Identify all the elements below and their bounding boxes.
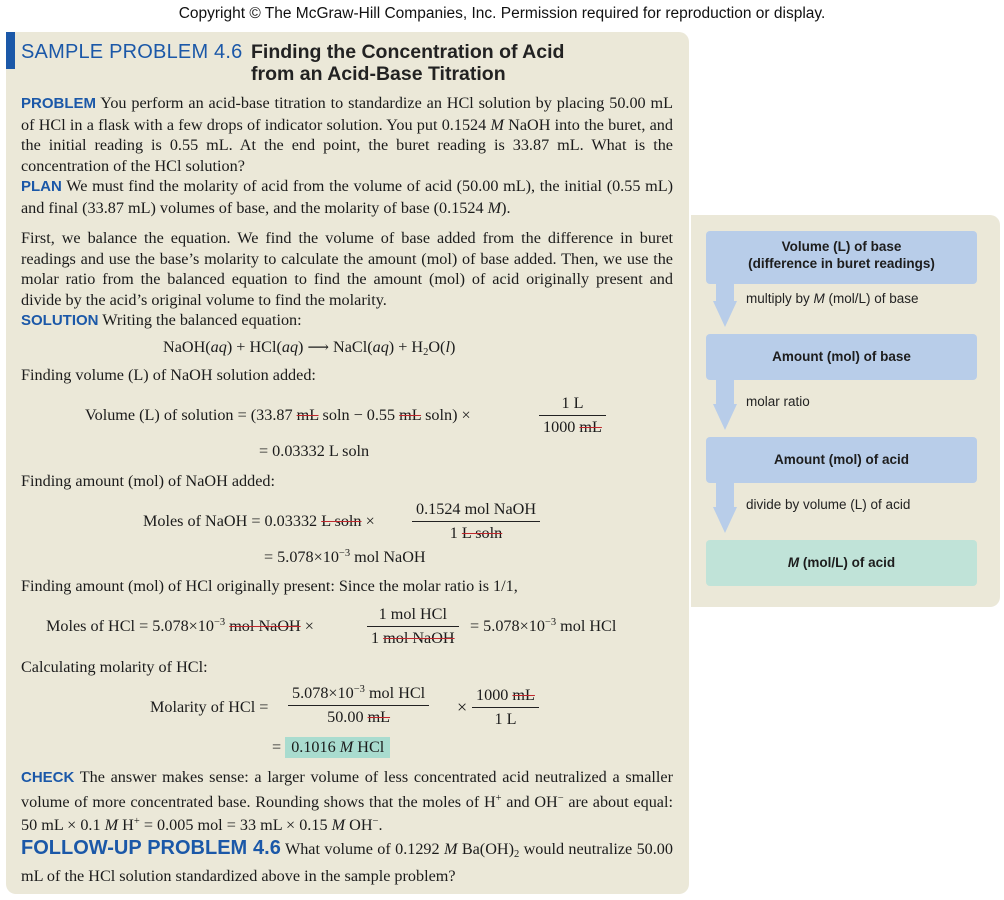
moles-naoh-result: = $5.078\times 10^{-3}$ mol NaOH: [264, 548, 426, 566]
solution-intro: Writing the balanced equation:: [102, 311, 302, 329]
problem-text: You perform an acid-base titration to standardize an HCl solution by placing 50.00 mL of HCl in a flask with a few drops of indicator solution. You put 0.1524 M NaOH into the buret, and the initial reading is 0.55 mL. At the end point, the buret reading is 33.87 mL. What is the concentration of the HCl solution?: [21, 94, 673, 175]
naoh-molarity-fraction: 0.1524 mol NaOH 1 L soln: [412, 500, 540, 543]
molar-ratio-fraction: 1 mol HCl 1 mol NaOH: [367, 605, 459, 648]
moles-hcl-result: = $5.078\times 10^{-3}$ mol HCl: [470, 617, 617, 635]
moles-naoh-equation-left: Moles of NaOH = 0.03332 L soln ×: [143, 512, 375, 530]
flow-box-volume-base-line1: Volume (L) of base: [781, 239, 902, 254]
title-line-2: from an Acid-Base Titration: [251, 63, 506, 85]
flow-box-amount-acid: Amount (mol) of acid: [706, 437, 977, 483]
header-accent-bar: [6, 32, 15, 69]
plan-label: PLAN: [21, 178, 62, 195]
down-arrow-icon: [713, 483, 737, 533]
flow-box-volume-base: [706, 231, 977, 284]
multiply-sign: ×: [457, 697, 468, 717]
flow-step-1: multiply by M (mol/L) of base: [746, 291, 919, 306]
check-label: CHECK: [21, 769, 75, 786]
check-paragraph: [21, 767, 673, 836]
step-moles-hcl-intro: Finding amount (mol) of HCl originally present: Since the molar ratio is 1/1,: [21, 577, 518, 595]
volume-conversion-fraction: $\frac{1 L}{1000 mL}$: [539, 394, 606, 437]
down-arrow-icon: [713, 277, 737, 327]
followup-label: FOLLOW-UP PROBLEM 4.6: [21, 837, 281, 859]
flow-box-molarity-acid: M (mol/L) of acid: [706, 540, 977, 586]
step-moles-naoh-intro: Finding amount (mol) of NaOH added:: [21, 472, 276, 490]
plan-text: We must find the molarity of acid from the volume of acid (50.00 mL), the initial (0.55 mL) and final (33.87 mL) volumes of base, and the molarity of base (0.1524 M).: [21, 177, 673, 217]
problem-label: PROBLEM: [21, 95, 96, 112]
flow-step-2: molar ratio: [746, 394, 810, 409]
plan-paragraph: [21, 176, 673, 218]
followup-paragraph: [21, 838, 673, 886]
copyright-notice: Copyright © The McGraw-Hill Companies, Inc. Permission required for reproduction or display.: [178, 5, 826, 22]
volume-result: = 0.03332 L soln: [259, 442, 370, 460]
molarity-result: = 0.1016 M HCl: [272, 738, 390, 757]
flow-step-3: divide by volume (L) of acid: [746, 497, 911, 512]
flow-box-volume-base-line2: (difference in buret readings): [748, 256, 935, 271]
molarity-equation-left: Molarity of HCl =: [150, 698, 269, 716]
plan-paragraph-2: First, we balance the equation. We find the volume of base added from the difference in buret readings and use the base’s molarity to calculate the amount (mol) of base added. Then, we use the molar ratio from the balanced equation to find the amount (mol) of acid originally present and divide by the acid’s original volume to find the molarity.: [21, 229, 673, 309]
step-volume-intro: Finding volume (L) of NaOH solution added:: [21, 366, 316, 384]
step-molarity-intro: Calculating molarity of HCl:: [21, 658, 208, 676]
answer-value: 0.1016 M HCl: [291, 738, 385, 756]
ml-to-l-fraction: $\frac{1000 mL}{1 L}$: [472, 686, 539, 729]
flow-box-amount-base: Amount (mol) of base: [706, 334, 977, 380]
problem-paragraph: [21, 93, 673, 176]
molarity-fraction: $5.078\times 10^{-3}$ mol HCl 50.00 mL: [288, 684, 429, 727]
volume-equation-left: Volume (L) of solution = (33.87 mL soln − 0.55 mL soln) ×: [85, 406, 471, 424]
check-text: The answer makes sense: a larger volume of less concentrated acid neutralized a smaller volume of more concentrated base. Rounding shows that the moles of H+ and OH− are about equal: 50 mL × 0.1 M H+ = 0.005 mol = 33 mL × 0.15 M OH−.: [21, 768, 673, 834]
solution-paragraph: [21, 310, 673, 332]
moles-hcl-equation-left: Moles of HCl = $5.078\times 10^{-3}$ mol NaOH ×: [46, 617, 314, 635]
down-arrow-icon: [713, 380, 737, 430]
sample-problem-number: SAMPLE PROBLEM 4.6: [21, 41, 243, 63]
answer-highlight: [285, 737, 390, 758]
balanced-equation: NaOH(aq) + HCl(aq) ⟶ NaCl(aq) + $H_2O(l)$: [163, 338, 456, 358]
solution-label: SOLUTION: [21, 312, 99, 329]
title-line-1: Finding the Concentration of Acid: [251, 41, 565, 63]
followup-text: What volume of 0.1292 M $Ba(OH)_2$ would neutralize 50.00 mL of the HCl solution standardized above in the sample problem?: [21, 840, 673, 885]
sample-problem-title: [251, 41, 564, 85]
